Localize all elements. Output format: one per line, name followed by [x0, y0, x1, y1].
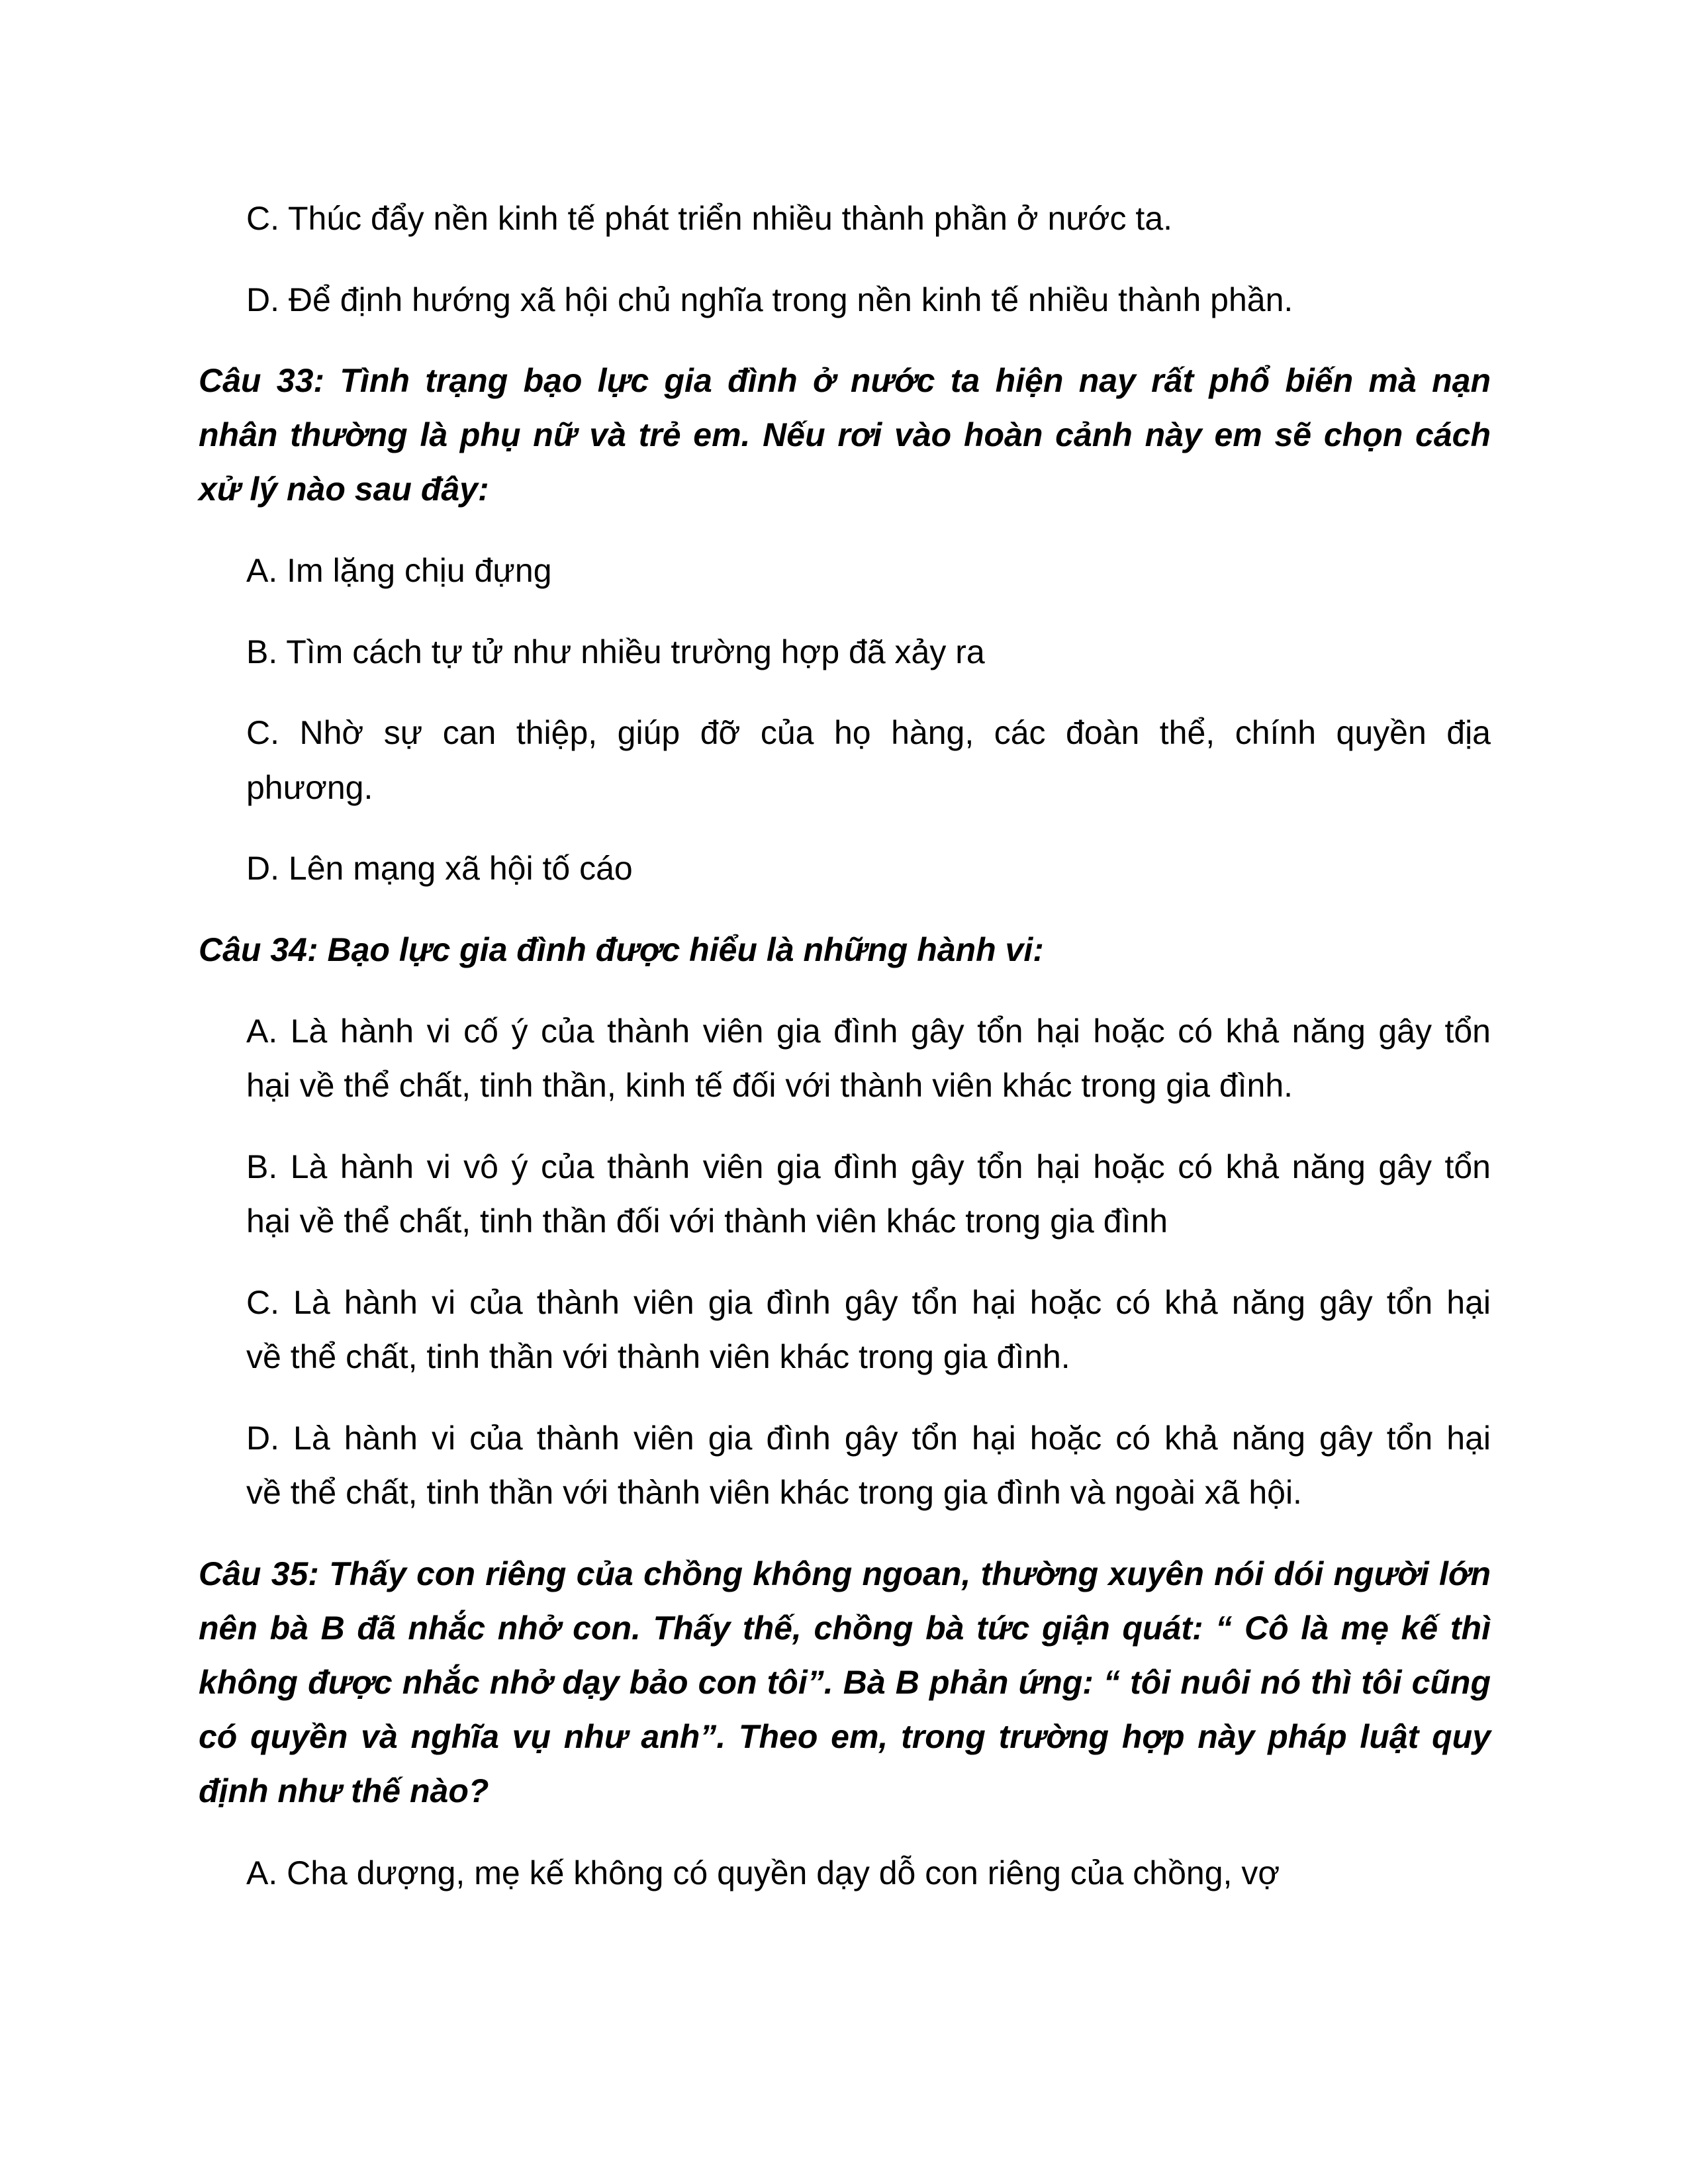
option-c[interactable]: C. Thúc đẩy nền kinh tế phát triển nhiều thành phần ở nước ta. — [246, 200, 1173, 237]
question-34-option-c-cont[interactable]: về thể chất, tinh thần với thành viên khác trong gia đình. — [246, 1338, 1070, 1375]
question-33-line-2: nhân thường là phụ nữ và trẻ em. Nếu rơi vào hoàn cảnh này em sẽ chọn cách — [199, 416, 1491, 453]
question-33-option-a[interactable]: A. Im lặng chịu đựng — [246, 552, 552, 589]
question-35-line-1: Câu 35: Thấy con riêng của chồng không ngoan, thường xuyên nói dói người lớn — [199, 1555, 1491, 1592]
question-34-option-d-cont[interactable]: về thể chất, tinh thần với thành viên khác trong gia đình và ngoài xã hội. — [246, 1474, 1302, 1511]
question-35-line-4: có quyền và nghĩa vụ như anh”. Theo em, trong trường hợp này pháp luật quy — [199, 1718, 1491, 1755]
question-34-option-a-cont[interactable]: hại về thể chất, tinh thần, kinh tế đối với thành viên khác trong gia đình. — [246, 1067, 1293, 1104]
question-33-line-3: xử lý nào sau đây: — [199, 471, 489, 508]
question-33-option-c[interactable]: C. Nhờ sự can thiệp, giúp đỡ của họ hàng, các đoàn thể, chính quyền địa — [246, 714, 1491, 751]
question-34-option-b[interactable]: B. Là hành vi vô ý của thành viên gia đình gây tổn hại hoặc có khả năng gây tổn — [246, 1148, 1491, 1185]
question-33-line-1: Câu 33: Tình trạng bạo lực gia đình ở nước ta hiện nay rất phổ biến mà nạn — [199, 362, 1491, 399]
question-34-line-1: Câu 34: Bạo lực gia đình được hiểu là những hành vi: — [199, 931, 1044, 968]
question-33-option-d[interactable]: D. Lên mạng xã hội tố cáo — [246, 850, 633, 887]
question-33-option-c-cont[interactable]: phương. — [246, 769, 373, 806]
question-34-option-b-cont[interactable]: hại về thể chất, tinh thần đối với thành viên khác trong gia đình — [246, 1203, 1168, 1240]
question-35-line-5: định như thế nào? — [199, 1772, 489, 1809]
option-d[interactable]: D. Để định hướng xã hội chủ nghĩa trong nền kinh tế nhiều thành phần. — [246, 281, 1293, 318]
question-34-option-c[interactable]: C. Là hành vi của thành viên gia đình gây tổn hại hoặc có khả năng gây tổn hại — [246, 1284, 1491, 1321]
question-33-option-b[interactable]: B. Tìm cách tự tử như nhiều trường hợp đã xảy ra — [246, 633, 985, 670]
question-35-line-2: nên bà B đã nhắc nhở con. Thấy thế, chồng bà tức giận quát: “ Cô là mẹ kế thì — [199, 1610, 1491, 1647]
question-35-line-3: không được nhắc nhở dạy bảo con tôi”. Bà B phản ứng: “ tôi nuôi nó thì tôi cũng — [199, 1664, 1491, 1701]
question-34-option-d[interactable]: D. Là hành vi của thành viên gia đình gây tổn hại hoặc có khả năng gây tổn hại — [246, 1420, 1491, 1457]
question-34-option-a[interactable]: A. Là hành vi cố ý của thành viên gia đình gây tổn hại hoặc có khả năng gây tổn — [246, 1013, 1491, 1050]
question-35-option-a[interactable]: A. Cha dượng, mẹ kế không có quyền dạy dỗ con riêng của chồng, vợ — [246, 1854, 1280, 1891]
